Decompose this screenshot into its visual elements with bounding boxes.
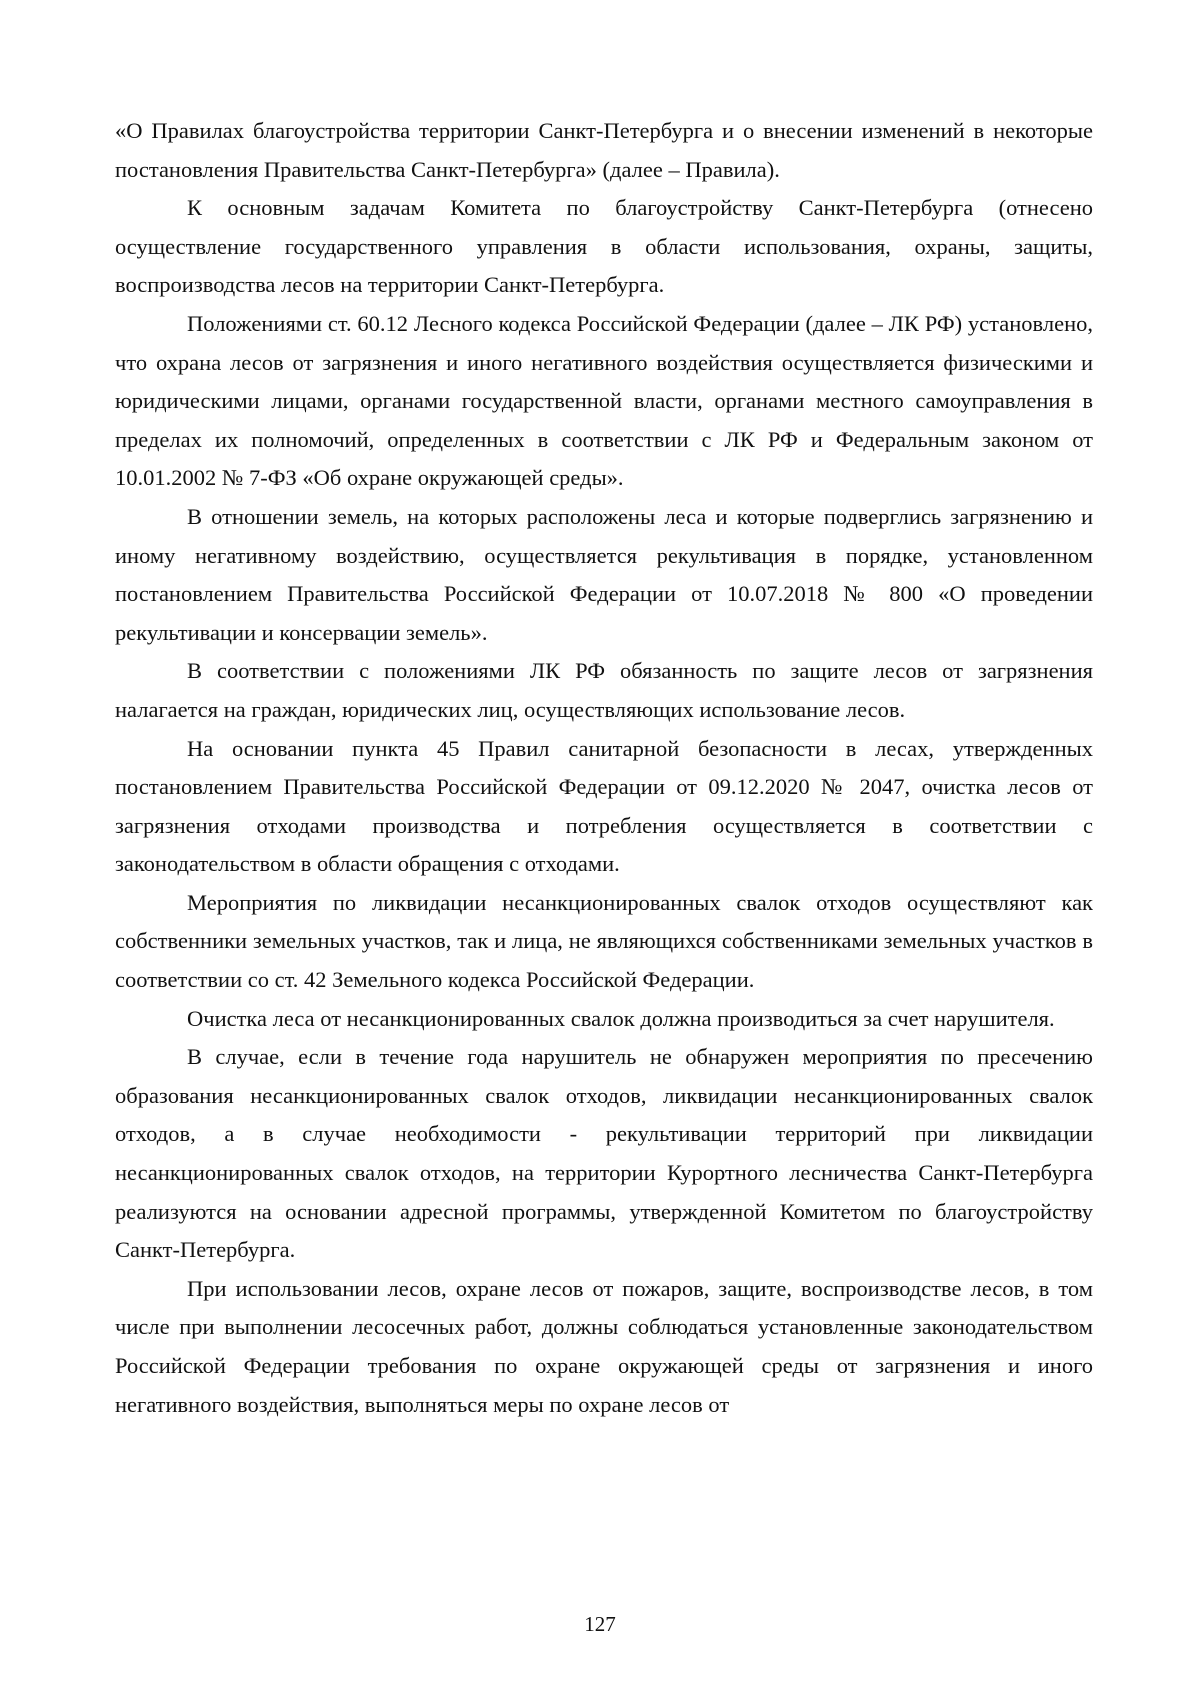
paragraph-land-recultivation: В отношении земель, на которых расположены леса и которые подверглись загрязнению и иному негативному воздействию, осуществляется рекультивация в порядке, установленном постановлением Правительства Российской Федерации от 10.07.2018 № 800 «О проведении рекультивации и консервации земель». <box>115 503 1093 645</box>
paragraph-forest-code-provisions: Положениями ст. 60.12 Лесного кодекса Российской Федерации (далее – ЛК РФ) установлено, что охрана лесов от загрязнения и иного негативного воздействия осуществляется физическими и юридическими лицами, органами государственной власти, органами местного самоуправления в пределах их полномочий, определенных в соответствии с ЛК РФ и Федеральным законом от 10.01.2002 № 7-ФЗ «Об охране окружающей среды». <box>115 310 1093 491</box>
document-body <box>115 112 1093 1424</box>
paragraph-violator-cleanup: Очистка леса от несанкционированных свалок должна производиться за счет нарушителя. <box>187 1005 1055 1031</box>
paragraph-dump-liquidation: Мероприятия по ликвидации несанкционированных свалок отходов осуществляют как собственники земельных участков, так и лица, не являющихся собственниками земельных участков в соответствии со ст. 42 Земельного кодекса Российской Федерации. <box>115 889 1093 993</box>
paragraph-continuation: «О Правилах благоустройства территории Санкт-Петербурга и о внесении изменений в некоторые постановления Правительства Санкт-Петербурга» (далее – Правила). <box>115 118 1093 182</box>
page-number: 127 <box>584 1612 616 1636</box>
paragraph-protection-obligation: В соответствии с положениями ЛК РФ обязанность по защите лесов от загрязнения налагается на граждан, юридических лиц, осуществляющих использование лесов. <box>115 658 1093 722</box>
paragraph-environmental-requirements: При использовании лесов, охране лесов от пожаров, защите, воспроизводстве лесов, в том числе при выполнении лесосечных работ, должны соблюдаться установленные законодательством Российской Федерации требования по охране окружающей среды от загрязнения и иного негативного воздействия, выполняться меры по охране лесов от <box>115 1275 1093 1417</box>
paragraph-committee-tasks: К основным задачам Комитета по благоустройству Санкт-Петербурга (отнесено осуществление государственного управления в области использования, охраны, защиты, воспроизводства лесов на территории Санкт-Петербурга. <box>115 195 1093 298</box>
paragraph-address-program: В случае, если в течение года нарушитель не обнаружен мероприятия по пресечению образования несанкционированных свалок отходов, ликвидации несанкционированных свалок отходов, а в случае необходимости - рекультивации территорий при ликвидации несанкционированных свалок отходов, на территории Курортного лесничества Санкт-Петербурга реализуются на основании адресной программы, утвержденной Комитетом по благоустройству Санкт-Петербурга. <box>115 1044 1093 1263</box>
paragraph-sanitary-rules: На основании пункта 45 Правил санитарной безопасности в лесах, утвержденных постановлением Правительства Российской Федерации от 09.12.2020 № 2047, очистка лесов от загрязнения отходами производства и потребления осуществляется в соответствии с законодательством в области обращения с отходами. <box>115 735 1093 877</box>
